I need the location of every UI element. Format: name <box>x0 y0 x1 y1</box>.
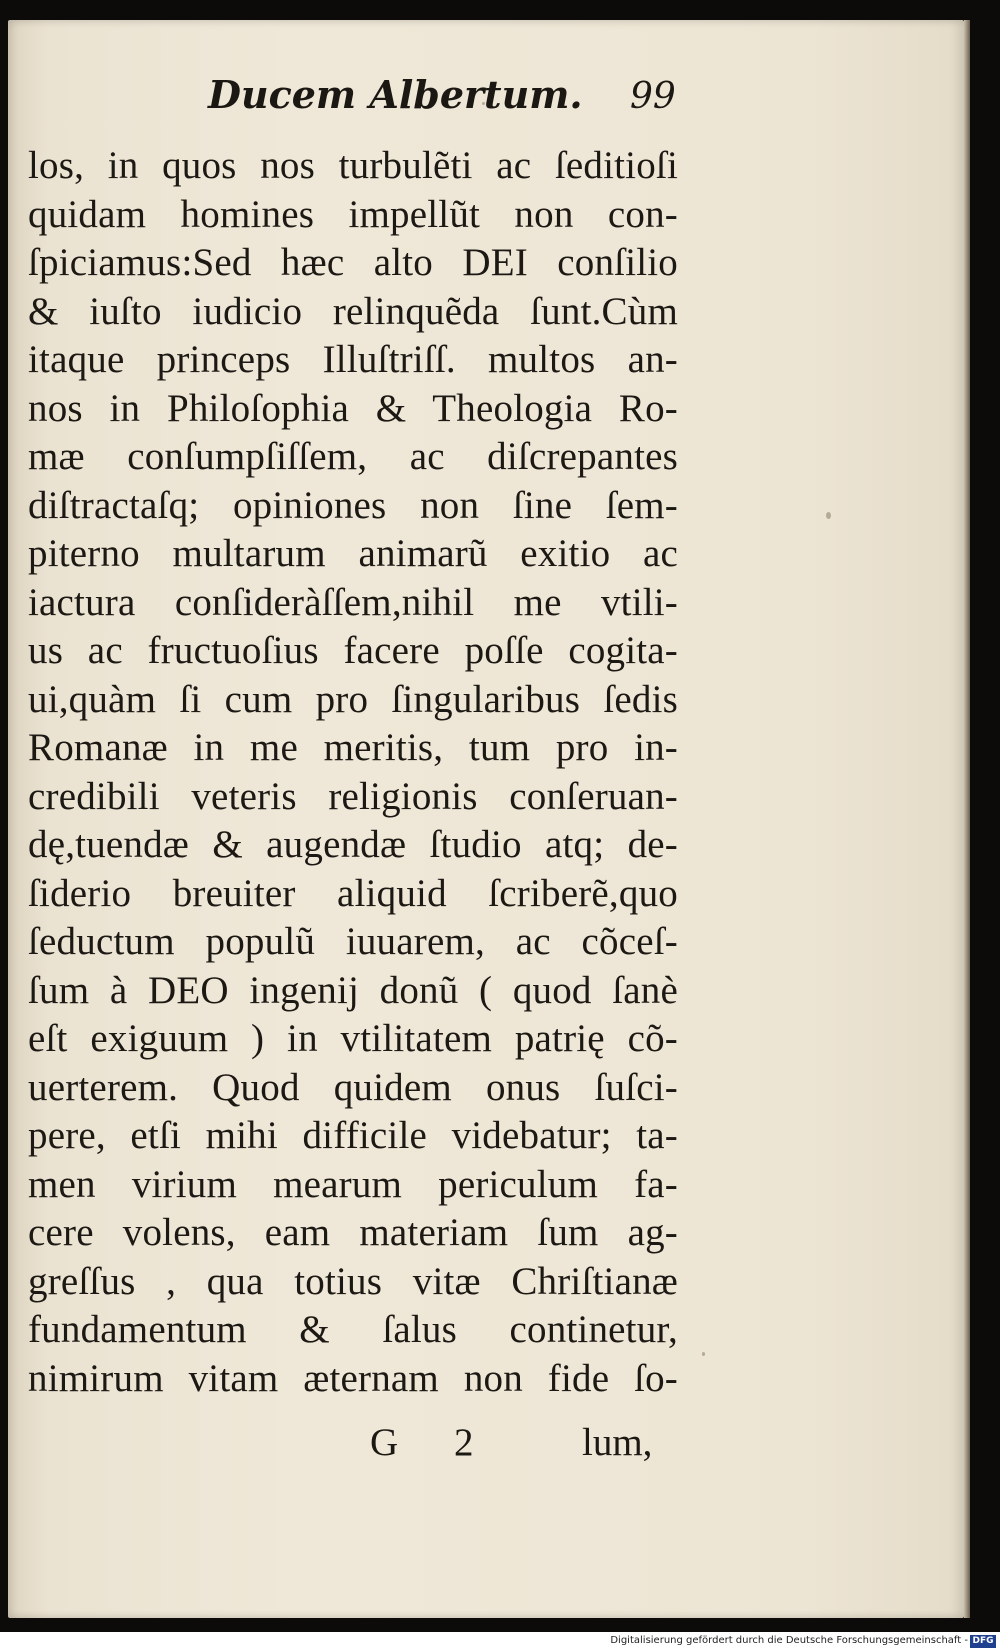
attribution-bar <box>0 1632 1000 1652</box>
text-line: uerterem. Quod quidem onus ſuſci- <box>28 1065 678 1109</box>
text-line: ſum à DEO ingenij donũ ( quod ſanè <box>28 968 678 1012</box>
page-number: 99 <box>630 76 676 117</box>
text-line: los, in quos nos turbulẽti ac ſeditioſi <box>28 144 678 187</box>
text-line: & iuſto iudicio relinquẽda ſunt.Cùm <box>28 289 678 333</box>
text-line: men virium mearum periculum fa- <box>28 1162 678 1206</box>
running-title: Ducem Albertum. <box>208 72 583 117</box>
text-line: ſpiciamus:Sed hæc alto DEI conſilio <box>28 241 678 284</box>
text-line: mæ conſumpſiſſem, ac diſcrepantes <box>28 435 678 478</box>
text-line: itaque princeps Illuſtriſſ. multos an- <box>28 338 678 381</box>
text-line: us ac fructuoſius facere poſſe cogita- <box>28 629 678 672</box>
attribution-text: Digitalisierung gefördert durch die Deutsche Forschungsgemeinschaft - <box>610 1635 968 1646</box>
text-line: eſt exiguum ) in vtilitatem patrię cõ- <box>28 1017 678 1060</box>
text-line: diſtractaſq; opiniones non ſine ſem- <box>28 483 678 527</box>
paper-speck <box>702 1352 705 1356</box>
paper-speck <box>826 512 831 519</box>
signature-mark: G <box>370 1421 399 1464</box>
dfg-logo: DFG <box>970 1635 996 1648</box>
text-line: credibili veteris religionis conſeruan- <box>28 774 678 818</box>
text-line: ſeductum populũ iuuarem, ac cõceſ- <box>28 920 678 963</box>
body-text <box>28 142 678 1403</box>
text-line: nos in Philoſophia & Theologia Ro- <box>28 386 678 430</box>
text-line: piterno multarum animarũ exitio ac <box>28 532 678 575</box>
text-line: dę,tuendæ & augendæ ſtudio atq; de- <box>28 823 678 866</box>
text-line: Romanæ in me meritis, tum pro in- <box>28 726 678 769</box>
text-line: ui,quàm ſi cum pro ſingularibus ſedis <box>28 677 678 721</box>
running-header <box>28 72 678 128</box>
text-line: fundamentum & ſalus continetur, <box>28 1308 678 1351</box>
text-line: iactura conſideràſſem,nihil me vtili- <box>28 580 678 624</box>
text-line: pere, etſi mihi difficile videbatur; ta- <box>28 1114 678 1157</box>
signature-number: 2 <box>454 1421 474 1464</box>
page-footer <box>28 1420 678 1470</box>
text-line: cere volens, eam materiam ſum ag- <box>28 1211 678 1254</box>
catchword: lum, <box>582 1421 653 1464</box>
text-line: ſiderio breuiter aliquid ſcriberẽ,quo <box>28 871 678 915</box>
book-page <box>8 20 964 1618</box>
text-line: greſſus , qua totius vitæ Chriſtianæ <box>28 1259 678 1303</box>
text-line: nimirum vitam æternam non fide ſo- <box>28 1356 678 1400</box>
text-line: quidam homines impellũt non con- <box>28 192 678 236</box>
